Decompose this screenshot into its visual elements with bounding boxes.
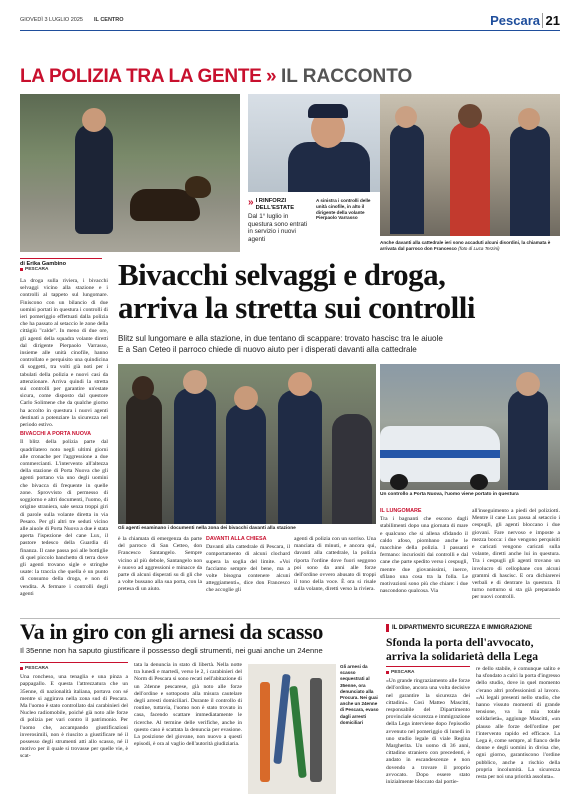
photo-porta-nuova [380, 364, 560, 490]
kicker-text: IL DIPARTIMENTO SICUREZZA E IMMIGRAZIONE [392, 625, 533, 631]
deck-line-1: Blitz sul lungomare e alla stazione, in due tentano di scappare: trovato hascisc tra le aiuole [118, 334, 443, 343]
caption-mid-left: Gli agenti esaminano i documenti nella zona dei bivacchi davanti alla stazione [118, 526, 296, 531]
bottom-left-headline: Va in giro con gli arnesi da scasso [20, 619, 324, 644]
square-bullet-icon [20, 667, 23, 670]
section-name: Pescara [490, 13, 540, 28]
reinforcement-title-row [248, 198, 312, 212]
officer-head [82, 108, 106, 132]
bottom-left-text-2: tata la denuncia in stato di libertà. Nella notte tra lunedì e martedì, verso le 2, i carabinieri del Norm di Pescara si sono recati nell'abitazione di un 24enne pescarese, già noto alle forze dell'ordine e sottoposto alla misura cautelare degli arresti domiciliari. Durante il controllo di routine, tuttavia, l'uomo non è stato trovato in casa, facendo scattare immediatamente le ricerche. Al termine delle verifiche, anche in questo caso è scattata la denuncia per evasione. La posizione del giovane, non nuovo a questi episodi, è ora al vaglio dell'autorità giudiziaria. [134, 662, 242, 748]
byline-block [20, 258, 102, 277]
main-col1-p1: La droga sulla riviera, i bivacchi selvaggi vicino alla stazione e i controlli al tappeto sul lungomare. Finiscono con un bilancio di due uomini portati in questura i controlli di ieri pomeriggio effettuati dalla polizia che ha passato al setaccio le zone della cittàgiù "calde". In meno di due ore, gli agenti della squadra volante diretti dal dirigente Pierpaolo Varrasso, insieme alle unità cinofile, hanno controllato e perquisito una quindicina di soggetti, tra volti già noti per i tabulati della polizia e nuovi casi da attenzionare. Arriva quindi la stretta sui controlli per garantire un'estate sicura, come disposto dal questore Carlo Solimene che da qualche giorno ha accolto in questura i nuovi agenti destinati a potenziare la sicurezza nel periodo estivo. [20, 278, 108, 429]
bottom-right-text-1: «Un grande ringraziamento alle forze dell'ordine, ancora una volta decisive nel garantire la sicurezza dei cittadini». Così Matteo Mascitti, responsabile del Dipartimento provinciale sicurezza e immigrazione della Lega interviene dopo l'episodio avvenuto nel pomeriggio di lunedì in uno studio legale di viale Regina Margherita. Un uomo di 36 anni, cittadino straniero con precedenti, è andato in escandescenze e non dovendo a trovare il proprio avvocato. Dopo essere stato inizialmente bloccato dal portie- [386, 678, 470, 786]
bottom-right-headline [386, 636, 560, 663]
portrait-body [288, 142, 370, 192]
author-name: di Erika Gambino [20, 261, 67, 267]
page-number: 21 [542, 13, 560, 28]
main-col-1 [20, 278, 108, 612]
main-col4-subhead: IL LUNGOMARE [380, 508, 422, 514]
date-line: GIOVEDÌ 3 LUGLIO 2025 [20, 17, 83, 23]
banner-arrow: » [265, 66, 277, 87]
square-bullet-icon [386, 671, 389, 674]
photo-burglary-tools [248, 664, 336, 794]
photo-credit: (foto di Luca Terzini) [458, 245, 500, 251]
bottom-right-location: PESCARA [391, 670, 415, 675]
bottom-right-col-1 [386, 666, 470, 794]
main-col2-p1: è la chiamata di emergenza da parte del parroco di San Cetteo, don Francesco Santangelo. Sempre vicino al più debole, Santangelo non è nuovo ad aggressioni e minacce da parte di alcuni disperati su di gli che a volte bussano alla sua porta, con la pretesa di un aiuto. [118, 536, 202, 593]
deck-line-2: E a San Ceteo il parroco chiede di nuovo aiuto per i disperati davanti alla cattedrale [118, 345, 417, 354]
headline-line-1: Bivacchi selvaggi e droga, [118, 257, 446, 292]
section-banner [20, 66, 560, 90]
location-row [20, 267, 102, 272]
bottom-left-col-1 [20, 662, 128, 794]
top-header [20, 14, 560, 31]
bottom-left-col-2 [134, 662, 242, 794]
photo-cathedral-scene [380, 94, 560, 236]
bottom-left-deck: Il 35enne non ha saputo giustificare il possesso degli strumenti, nei guai anche un 24enne [20, 646, 323, 655]
main-col-2 [118, 536, 202, 614]
main-col3-p1: agenti di polizia con un sorriso. Una manciata di minuti, e ancora qui, davanti alla cattedrale, la polizia riporta l'ordine dove fuori seggono poi sono da anni alle forze dell'ordine ovvero abusato di troppi il tono della voce. È ora si risale sulla volante, diretti verso la riviera. [294, 536, 376, 593]
banner-secondary: IL RACCONTO [280, 66, 413, 87]
photo-dog-unit [20, 94, 240, 252]
dog-head [185, 176, 211, 198]
reinforcement-box [248, 198, 312, 248]
caption-left: A sinistra i controlli delle unità cinofile, in alto il dirigente della volante Pierpaolo Varrasso [316, 198, 371, 221]
bottom-right-headline-2: arriva la solidarietà della Lega [386, 649, 538, 663]
kicker-bar-icon [386, 624, 389, 632]
bottom-right-text-2: re dello stabile, è comunque salito e ha sfondato a calci la porta d'ingresso dello studio, dove in quel momento c'erano altri professionisti al lavoro. «Ai legali presenti nello studio, che hanno vissuto momenti di grande tensione, va la mia totale solidarietà», aggiunge Mascitti, «un plauso alle forze dell'ordine per l'intervento rapido ed efficace. La Lega è, come sempre, al fianco delle donne e degli uomini in divisa che, ogni giorno, garantiscono l'ordine pubblico, anche a rischio della propria incolumità. La sicurezza resta per noi una priorità assoluta». [476, 666, 560, 781]
bottom-left-text-1: Una roncheso, una tenaglia e una pinza a pappagallo. E questa l'attrezzatura che un 35enne, di nazionalità italiana, portava con sé mentre si aggirava nella zona sud di Pescara. Ma l'uomo è stato controllato dai carabinieri del Nucleo radiomobile, poiché già noto alle forze di polizia per vari contro il patrimonio. Per l'uomo che, accampando giustificazioni inverosimili, non è riuscito a giustificare né il possesso degli strumenti atti allo scasso, né il motivo per il quale si trovasse per quelle vie, è scat- [20, 674, 128, 760]
double-chevron-icon: » [248, 197, 254, 208]
caption-mid-right: Un controllo a Porta Nuova, l'uomo viene portato in questura [380, 492, 519, 497]
bottom-right-headline-1: Sfonda la porta dell'avvocato, [386, 636, 534, 649]
reinforcement-text: Dal 1° luglio in questura sono entrati in servizio i nuovi agenti [248, 213, 308, 243]
deck [118, 333, 560, 355]
location-label: PESCARA [25, 267, 49, 272]
caption-tools: Gli arnesi da scasso sequestrati al 35enne, ora denunciato alla Procura. Nei guai anche un 24enne di Pescara, evaso dagli arresti domiciliari [340, 664, 379, 725]
bottom-left-location: PESCARA [25, 666, 49, 671]
headline-main [118, 258, 560, 324]
caption-right [380, 240, 560, 256]
banner-main: LA POLIZIA TRA LA GENTE [20, 66, 262, 87]
paper-name: IL CENTRO [94, 17, 124, 23]
main-col2-p2: Davanti alla cattedrale di Pescara, il comportamento di alcuni clochard supera la soglia del limite. «Voi facciamo sempre del bene, ma a volte bisogna contenere alcuni atteggiamenti», dice don Francesco che accoglie gli [206, 544, 290, 594]
main-col4-p1: Tra i bagnanti che escono dagli stabilimenti dopo una giornata di mare e qualcuno che si allena sfidando il caldo afoso, piombano anche le macchine della polizia. I passanti fermano: incuriositi dai controlli e dal cane che parte spedito verso i cespugli, mentre due giovanissimi, inerce, sfilano una cosa tra la folla. Le motivazioni sono più che chiare: i due nascondono qualcosa. Via [380, 516, 468, 595]
main-col2-subhead: DAVANTI ALLA CHIESA [206, 536, 267, 542]
caption-right-text: Anche davanti alla cattedrale ieri sono accaduti alcuni disordini, la chiamata è arrivata dal parroco don Francesco [380, 240, 551, 251]
bottom-right-location-row [386, 666, 470, 676]
main-col-3 [206, 536, 290, 614]
main-col-4 [294, 536, 376, 614]
main-col-6 [472, 508, 560, 614]
reinforcement-title: I RINFORZI DELL'ESTATE [255, 198, 295, 211]
photo-documents-check [118, 364, 376, 524]
officer-figure [75, 124, 113, 234]
main-col1-p2: Il blitz della polizia parte dal quadrilatero noto negli ultimi giorni alle cronache per l'aggressione a due commercianti. L'intervento all'altezza della stazione di Porta Nuova che gli agenti portano via uno degli uomini che bivacca di frequente in quelle zone. Sprovvisto di permesso di soggiorno e altri documenti, l'uomo, di origine straniera, sale senza troppi giri di parole sulla volante diretta in via Pesaro. Per gli altri tre seduti vicino alle aiuole di Porta Nuova a due è stata aperta l'ispezione del cane Lux, il pastore tedesco della Guardia di finanza. Il cane passa poi alle bottiglie di quel piccolo banchetto di terra dove gli agenti trovano sigle e stringhe usate: la traccia che quella è un punto di consumo della droga, e non di vendita. A fermare i controlli degli agenti [20, 439, 108, 597]
main-col-5 [380, 508, 468, 614]
square-bullet-icon [20, 268, 23, 271]
bottom-right-kicker [386, 624, 560, 632]
headline-line-2: arriva la stretta sui controlli [118, 290, 476, 325]
main-col1-subhead: BIVACCHI A PORTA NUOVA [20, 431, 91, 438]
main-col5-p1: all'inseguimento a piedi del poliziotti. Mentre il cane Lux passa al setaccio i cespugli, gli agenti bloccano i due giovani. Fare nervoso e imposte a mezza bocca: i due vengono perquisiti e caricati vengono caricati sulla volante, diretti anche lui in questura. Tra i cespugli gli agenti trovano un involucro di cellophane con alcuni grammi di hascisc. E ora dichiarerei verbali e di dentrare la questura. Il turno notturno si sta già preparando per nuovi controlli. [472, 508, 560, 601]
portrait-cap [308, 104, 348, 118]
bottom-right-col-2 [476, 666, 560, 794]
bottom-left-location-row [20, 662, 128, 672]
